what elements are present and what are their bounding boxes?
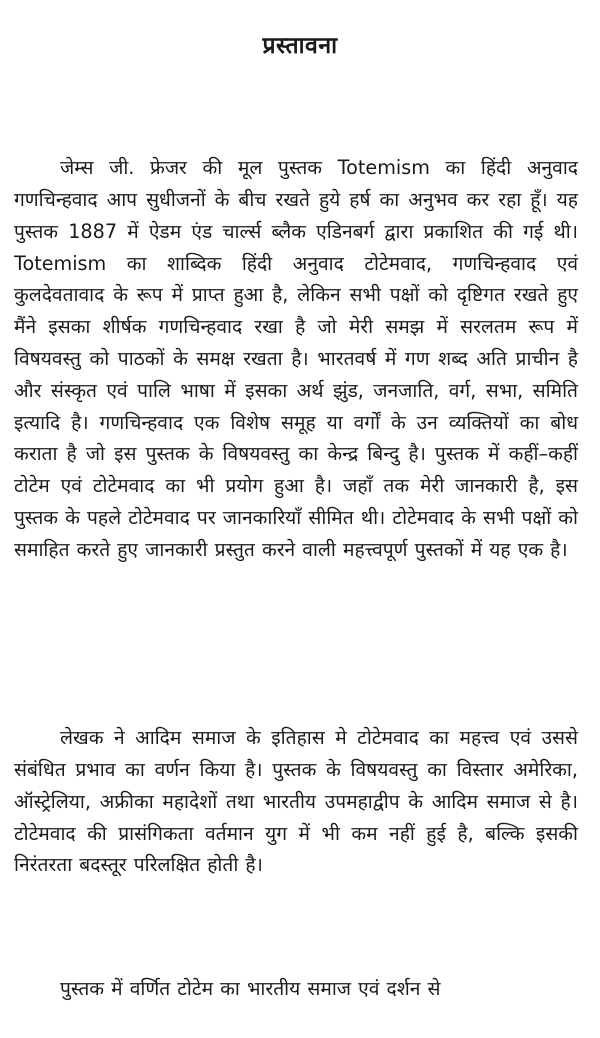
page-title: प्रस्तावना <box>262 33 338 59</box>
paragraph-2: लेखक ने आदिम समाज के इतिहास मे टोटेमवाद का महत्त्व एवं उससे संबंधित प्रभाव का वर्णन किया है। पुस्तक के विषयवस्तु का विस्तार अमेरिका, ऑस्ट्रेलिया, अफ्रीका महादेशों तथा भारतीय उपमहाद्वीप के आदिम समाज से है। टोटेमवाद की प्रासंगिकता वर्तमान युग में भी कम नहीं हुई है, बल्कि इसकी निरंतरता बदस्तूर परिलक्षित होती है। <box>14 726 578 877</box>
paragraph-3: पुस्तक में वर्णित टोटेम का भारतीय समाज एवं दर्शन से <box>60 977 441 1001</box>
paragraph-1: जेम्स जी. फ्रेजर की मूल पुस्तक Totemism का हिंदी अनुवाद गणचिन्हवाद आप सुधीजनों के बीच रखते हुये हर्ष का अनुभव कर रहा हूँ। यह पुस्तक 1887 में ऐडम एंड चार्ल्स ब्लैक एडिनबर्ग द्वारा प्रकाशित की गई थी। Totemism का शाब्दिक हिंदी अनुवाद टोटेमवाद, गणचिन्हवाद एवं कुलदेवतावाद के रूप में प्राप्त हुआ है, लेकिन सभी पक्षों को दृष्टिगत रखते हुए मैंने इसका शीर्षक गणचिन्हवाद रखा है जो मेरी समझ में सरलतम रूप में विषयवस्तु को पाठकों के समक्ष रखता है। भारतवर्ष में गण शब्द अति प्राचीन है और संस्कृत एवं पालि भाषा में इसका अर्थ झुंड, जनजाति, वर्ग, सभा, समिति इत्यादि है। गणचिन्हवाद एक विशेष समूह या वर्गों के उन व्यक्तियों का बोध कराता है जो इस पुस्तक के विषयवस्तु का केन्द्र बिन्दु है। पुस्तक में कहीं–कहीं टोटेम एवं टोटेमवाद का भी प्रयोग हुआ है। जहाँ तक मेरी जानकारी है, इस पुस्तक के पहले टोटेमवाद पर जानकारियाँ सीमित थी। टोटेमवाद के सभी पक्षों को समाहित करते हुए जानकारी प्रस्तुत करने वाली महत्त्वपूर्ण पुस्तकों में यह एक है। <box>14 156 578 561</box>
